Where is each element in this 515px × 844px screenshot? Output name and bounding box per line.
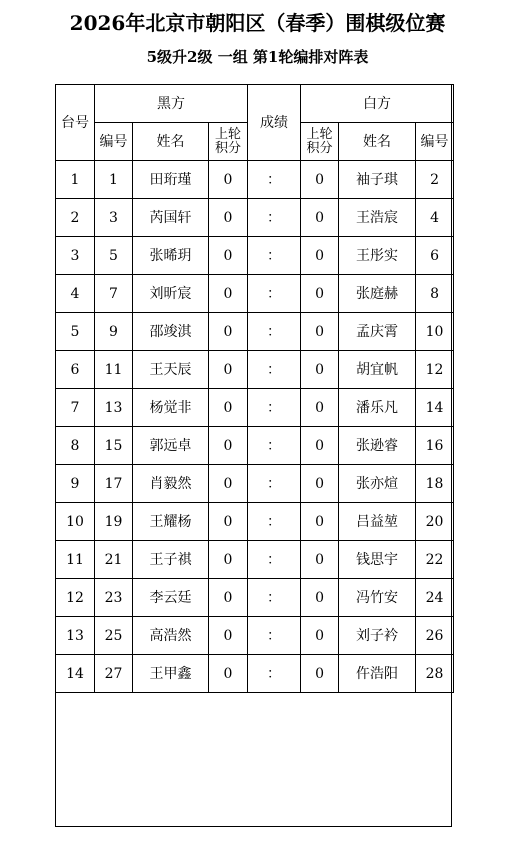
result-cell: ： (248, 199, 301, 237)
result-cell: ： (248, 579, 301, 617)
black-name-cell: 王天辰 (133, 351, 209, 389)
table-row (56, 275, 454, 313)
white-points-cell: 0 (301, 503, 339, 541)
result-cell: ： (248, 617, 301, 655)
result-cell: ： (248, 427, 301, 465)
black-id-cell: 21 (95, 541, 133, 579)
black-points-cell: 0 (209, 389, 248, 427)
white-points-cell: 0 (301, 351, 339, 389)
black-name-cell: 王子祺 (133, 541, 209, 579)
black-name-cell: 芮国轩 (133, 199, 209, 237)
black-id-cell: 9 (95, 313, 133, 351)
result-cell: ： (248, 465, 301, 503)
black-id-cell: 25 (95, 617, 133, 655)
white-name-cell: 张亦煊 (339, 465, 416, 503)
white-points-cell: 0 (301, 389, 339, 427)
table-no-cell: 5 (56, 313, 95, 351)
table-row (56, 313, 454, 351)
black-id-cell: 11 (95, 351, 133, 389)
pairing-table (55, 84, 454, 693)
white-id-cell: 16 (416, 427, 454, 465)
white-name-cell: 刘子衿 (339, 617, 416, 655)
header-white-id: 编号 (416, 123, 454, 161)
header-result: 成绩 (248, 85, 301, 161)
black-name-cell: 肖毅然 (133, 465, 209, 503)
black-points-cell: 0 (209, 503, 248, 541)
white-name-cell: 张庭赫 (339, 275, 416, 313)
table-no-cell: 4 (56, 275, 95, 313)
black-points-cell: 0 (209, 541, 248, 579)
white-id-cell: 28 (416, 655, 454, 693)
result-cell: ： (248, 313, 301, 351)
white-name-cell: 王彤实 (339, 237, 416, 275)
white-name-cell: 孟庆霄 (339, 313, 416, 351)
black-id-cell: 27 (95, 655, 133, 693)
table-row (56, 237, 454, 275)
header-black: 黑方 (95, 85, 248, 123)
table-row (56, 389, 454, 427)
result-cell: ： (248, 655, 301, 693)
white-name-cell: 吕益堃 (339, 503, 416, 541)
white-id-cell: 10 (416, 313, 454, 351)
black-name-cell: 郭远卓 (133, 427, 209, 465)
result-cell: ： (248, 161, 301, 199)
white-name-cell: 张逊睿 (339, 427, 416, 465)
table-no-cell: 9 (56, 465, 95, 503)
table-no-cell: 2 (56, 199, 95, 237)
table-no-cell: 14 (56, 655, 95, 693)
page-title: 2026年北京市朝阳区（春季）围棋级位赛 (69, 11, 446, 35)
header-row-1 (56, 85, 454, 123)
page-subtitle: 5级升2级 一组 第1轮编排对阵表 (146, 48, 369, 66)
black-name-cell: 邵竣淇 (133, 313, 209, 351)
white-id-cell: 20 (416, 503, 454, 541)
white-points-cell: 0 (301, 465, 339, 503)
white-id-cell: 24 (416, 579, 454, 617)
header-white-prev-points: 上轮 积分 (301, 123, 339, 161)
white-name-cell: 胡宜帆 (339, 351, 416, 389)
black-id-cell: 13 (95, 389, 133, 427)
table-no-cell: 6 (56, 351, 95, 389)
black-id-cell: 23 (95, 579, 133, 617)
white-id-cell: 18 (416, 465, 454, 503)
black-name-cell: 刘昕宸 (133, 275, 209, 313)
table-row (56, 427, 454, 465)
black-name-cell: 杨觉非 (133, 389, 209, 427)
table-row (56, 579, 454, 617)
black-points-cell: 0 (209, 655, 248, 693)
white-points-cell: 0 (301, 579, 339, 617)
black-points-cell: 0 (209, 427, 248, 465)
table-row (56, 503, 454, 541)
black-points-cell: 0 (209, 465, 248, 503)
table-no-cell: 13 (56, 617, 95, 655)
result-cell: ： (248, 237, 301, 275)
white-id-cell: 2 (416, 161, 454, 199)
table-no-cell: 12 (56, 579, 95, 617)
result-cell: ： (248, 503, 301, 541)
black-name-cell: 田珩瑾 (133, 161, 209, 199)
table-row (56, 465, 454, 503)
black-name-cell: 李云廷 (133, 579, 209, 617)
black-points-cell: 0 (209, 351, 248, 389)
header-white: 白方 (301, 85, 454, 123)
black-name-cell: 王甲鑫 (133, 655, 209, 693)
black-points-cell: 0 (209, 579, 248, 617)
black-points-cell: 0 (209, 237, 248, 275)
white-name-cell: 冯竹安 (339, 579, 416, 617)
white-name-cell: 潘乐凡 (339, 389, 416, 427)
black-id-cell: 17 (95, 465, 133, 503)
black-id-cell: 3 (95, 199, 133, 237)
table-row (56, 655, 454, 693)
table-row (56, 617, 454, 655)
white-name-cell: 仵浩阳 (339, 655, 416, 693)
table-row (56, 541, 454, 579)
black-name-cell: 张晞玥 (133, 237, 209, 275)
white-id-cell: 22 (416, 541, 454, 579)
white-points-cell: 0 (301, 617, 339, 655)
result-cell: ： (248, 275, 301, 313)
black-points-cell: 0 (209, 617, 248, 655)
header-table-no: 台号 (56, 85, 95, 161)
black-id-cell: 7 (95, 275, 133, 313)
table-no-cell: 10 (56, 503, 95, 541)
white-id-cell: 4 (416, 199, 454, 237)
black-id-cell: 19 (95, 503, 133, 541)
table-no-cell: 11 (56, 541, 95, 579)
header-white-name: 姓名 (339, 123, 416, 161)
result-cell: ： (248, 541, 301, 579)
black-name-cell: 高浩然 (133, 617, 209, 655)
header-black-name: 姓名 (133, 123, 209, 161)
white-points-cell: 0 (301, 275, 339, 313)
white-id-cell: 26 (416, 617, 454, 655)
white-points-cell: 0 (301, 655, 339, 693)
white-points-cell: 0 (301, 237, 339, 275)
table-row (56, 161, 454, 199)
white-points-cell: 0 (301, 541, 339, 579)
white-name-cell: 袖子琪 (339, 161, 416, 199)
table-no-cell: 3 (56, 237, 95, 275)
table-no-cell: 8 (56, 427, 95, 465)
white-id-cell: 12 (416, 351, 454, 389)
black-id-cell: 5 (95, 237, 133, 275)
white-id-cell: 8 (416, 275, 454, 313)
black-points-cell: 0 (209, 199, 248, 237)
black-points-cell: 0 (209, 275, 248, 313)
white-id-cell: 6 (416, 237, 454, 275)
black-points-cell: 0 (209, 313, 248, 351)
table-row (56, 351, 454, 389)
white-name-cell: 钱思宇 (339, 541, 416, 579)
header-black-prev-points: 上轮 积分 (209, 123, 248, 161)
table-no-cell: 7 (56, 389, 95, 427)
white-points-cell: 0 (301, 313, 339, 351)
table-row (56, 199, 454, 237)
header-black-id: 编号 (95, 123, 133, 161)
result-cell: ： (248, 351, 301, 389)
white-name-cell: 王浩宸 (339, 199, 416, 237)
result-cell: ： (248, 389, 301, 427)
white-points-cell: 0 (301, 427, 339, 465)
table-no-cell: 1 (56, 161, 95, 199)
black-id-cell: 1 (95, 161, 133, 199)
white-points-cell: 0 (301, 161, 339, 199)
white-points-cell: 0 (301, 199, 339, 237)
black-points-cell: 0 (209, 161, 248, 199)
white-id-cell: 14 (416, 389, 454, 427)
black-name-cell: 王耀杨 (133, 503, 209, 541)
black-id-cell: 15 (95, 427, 133, 465)
